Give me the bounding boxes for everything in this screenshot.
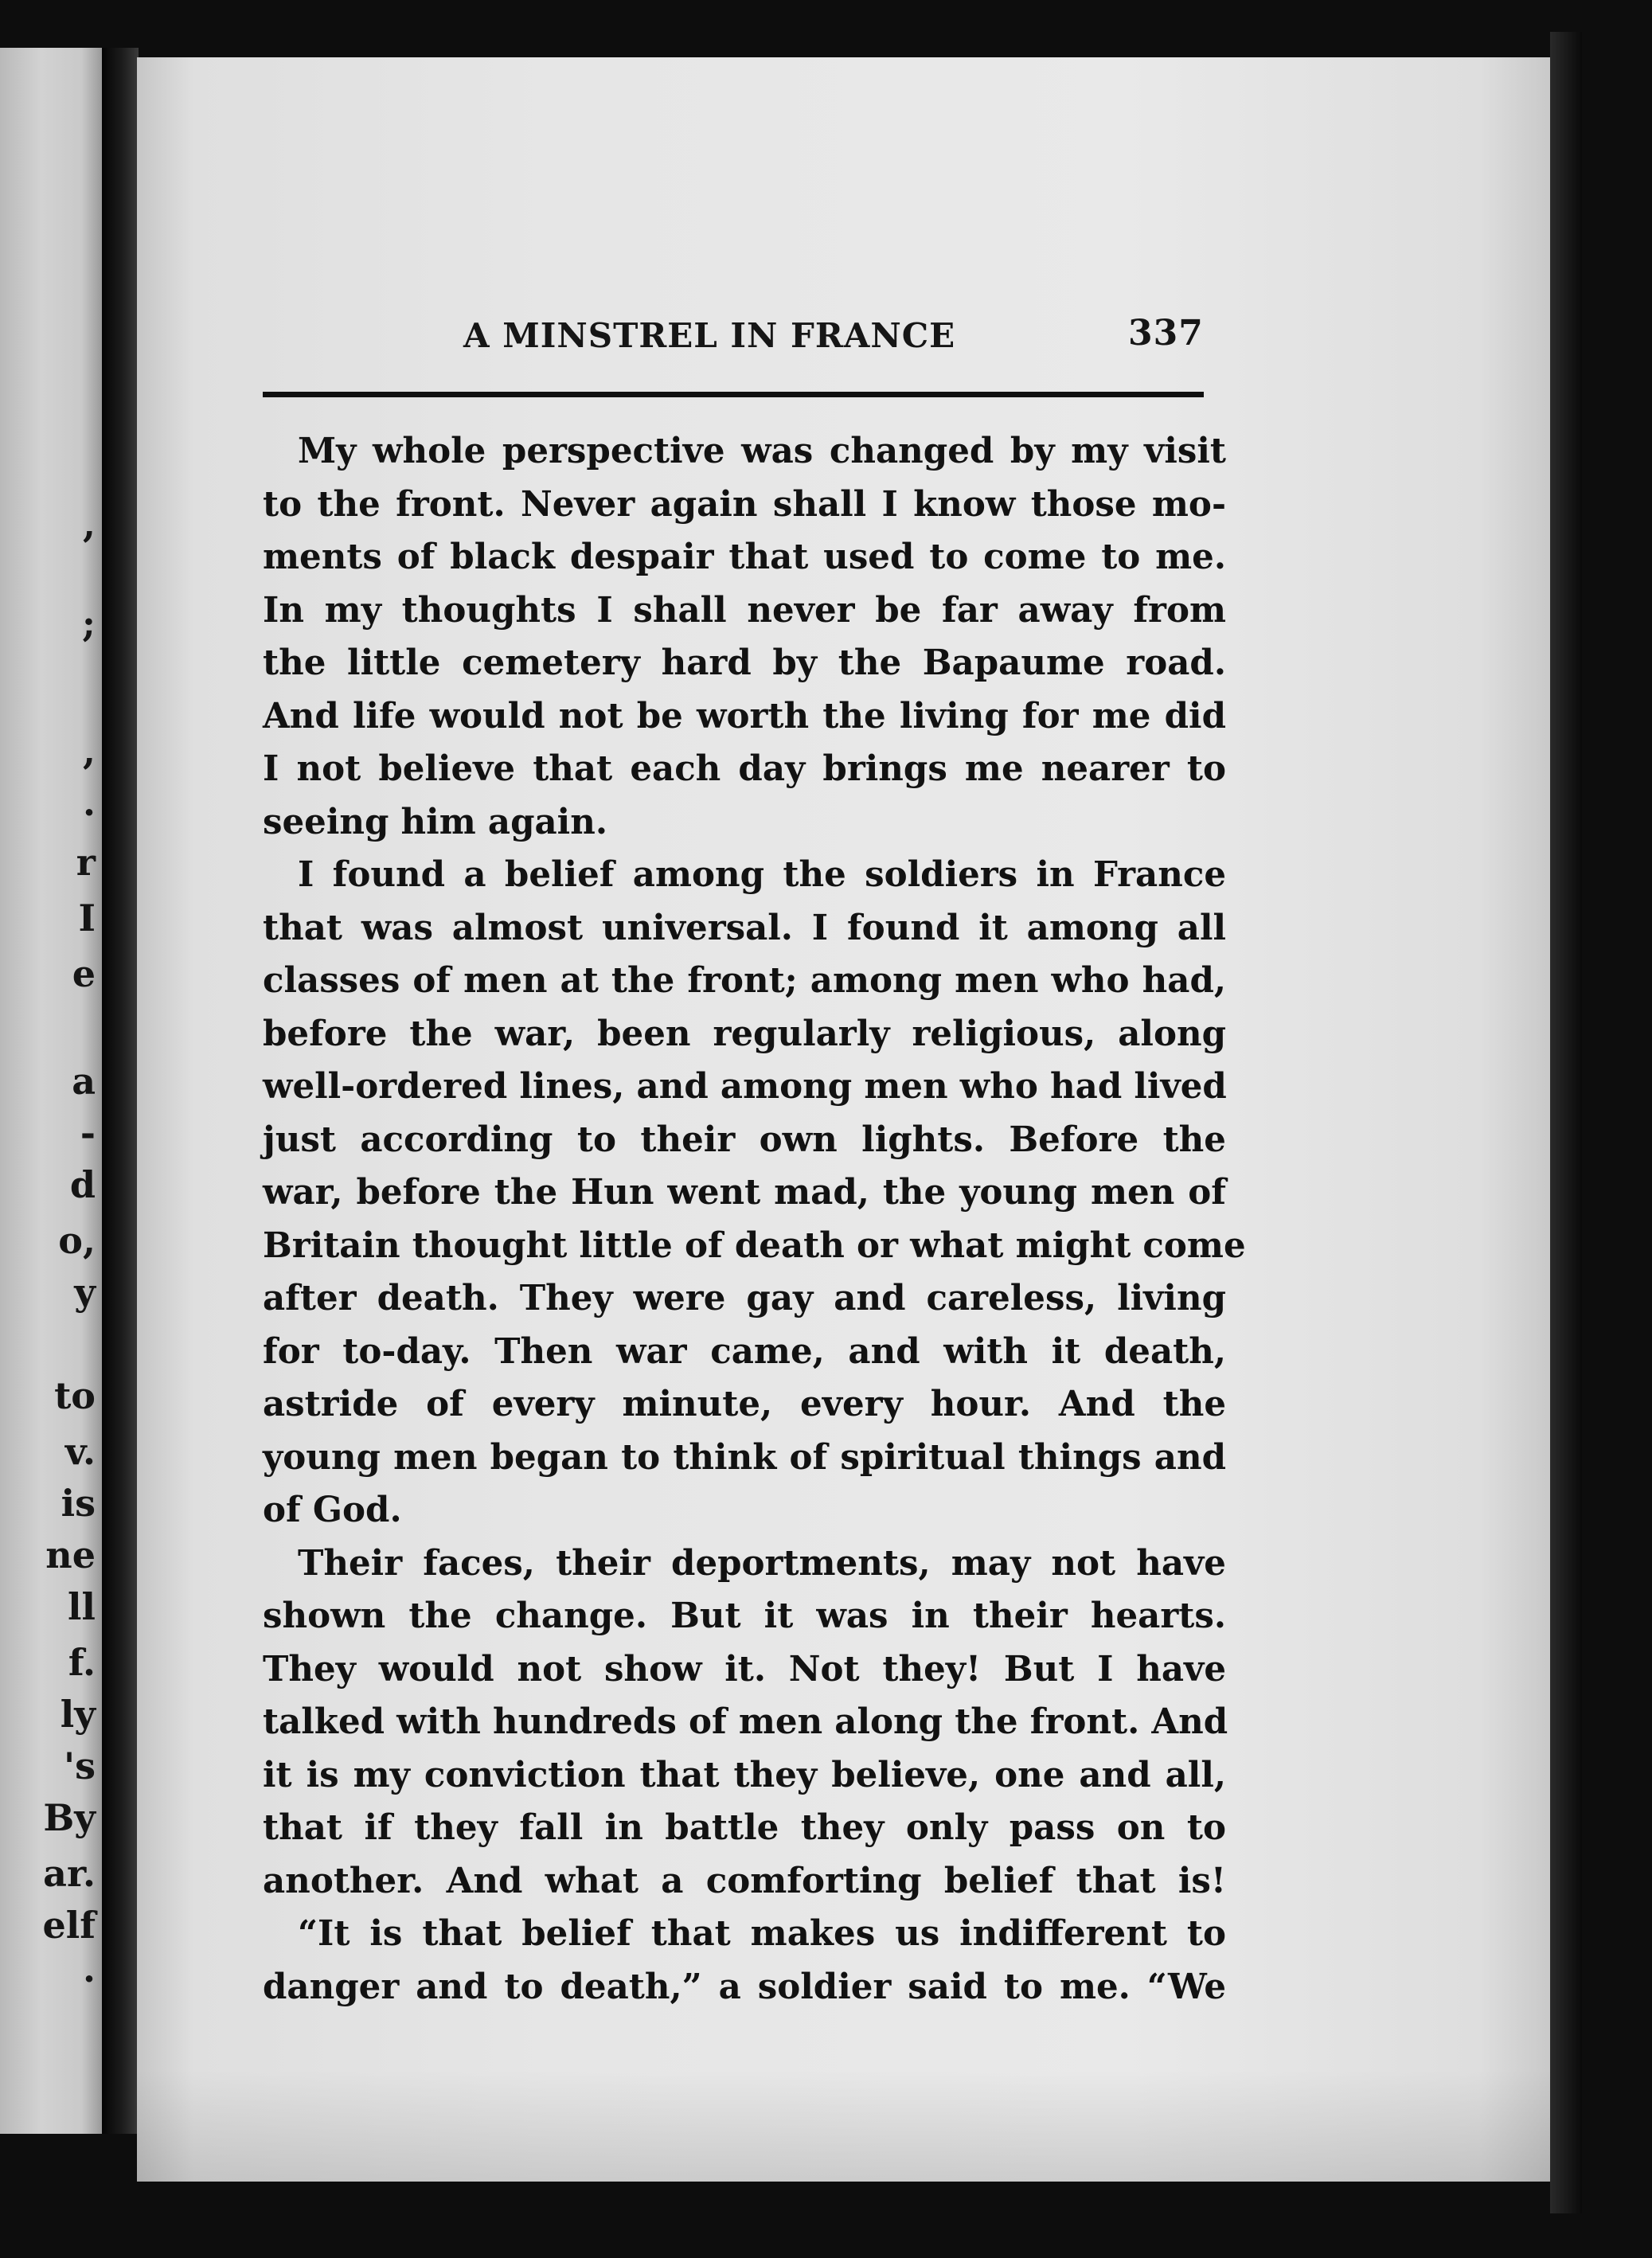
previous-page-fragment: , bbox=[82, 729, 96, 772]
previous-page-fragment: . bbox=[82, 1947, 96, 1990]
text-line: seeing him again. bbox=[263, 801, 607, 842]
text-line: young men began to think of spiritual things and bbox=[263, 1436, 1226, 1478]
previous-page-fragment: e bbox=[72, 952, 96, 995]
previous-page-fragment: ; bbox=[82, 602, 96, 645]
text-line: classes of men at the front; among men who had, bbox=[263, 960, 1226, 1001]
text-line: They would not show it. Not they! But I have bbox=[263, 1648, 1226, 1690]
page-number: 337 bbox=[1128, 313, 1204, 354]
previous-page-fragment: 's bbox=[64, 1744, 96, 1787]
text-line: it is my conviction that they believe, one and all, bbox=[263, 1754, 1226, 1795]
text-line: shown the change. But it was in their hearts. bbox=[263, 1596, 1226, 1636]
previous-page-fragment: elf bbox=[42, 1904, 96, 1947]
text-line: talked with hundreds of men along the front. And bbox=[263, 1701, 1228, 1742]
text-line: after death. They were gay and careless, living bbox=[263, 1278, 1226, 1318]
text-line: before the war, been regularly religious, along bbox=[263, 1013, 1226, 1054]
book-page bbox=[137, 57, 1550, 2182]
previous-page-fragment: By bbox=[43, 1796, 96, 1839]
running-title: A MINSTREL IN FRANCE bbox=[463, 316, 956, 355]
previous-page-fragment: , bbox=[82, 502, 96, 545]
previous-page-fragment: ne bbox=[45, 1533, 96, 1576]
text-line: to the front. Never again shall I know those mo- bbox=[263, 483, 1226, 525]
previous-page-fragment: a bbox=[72, 1060, 96, 1103]
previous-page-fragment: v. bbox=[64, 1430, 96, 1473]
text-line: well-ordered lines, and among men who had lived bbox=[263, 1066, 1227, 1107]
text-line: My whole perspective was changed by my visit bbox=[298, 431, 1226, 471]
text-line: the little cemetery hard by the Bapaume road. bbox=[263, 643, 1226, 683]
text-line: danger and to death,” a soldier said to me. “We bbox=[263, 1966, 1226, 2007]
text-line: that was almost universal. I found it among all bbox=[263, 907, 1226, 948]
previous-page-fragment: I bbox=[78, 897, 96, 940]
previous-page-edge bbox=[0, 48, 102, 2134]
text-line: for to-day. Then war came, and with it death, bbox=[263, 1330, 1226, 1372]
previous-page-fragment: ly bbox=[60, 1693, 96, 1736]
previous-page-fragment: ll bbox=[68, 1585, 96, 1628]
text-line: another. And what a comforting belief that is! bbox=[263, 1860, 1226, 1901]
text-line: war, before the Hun went mad, the young men of bbox=[263, 1172, 1226, 1213]
text-line: “It is that belief that makes us indifferent to bbox=[298, 1913, 1226, 1954]
text-line: just according to their own lights. Before the bbox=[263, 1119, 1226, 1160]
text-line: of God. bbox=[263, 1490, 402, 1530]
text-line: In my thoughts I shall never be far away from bbox=[263, 589, 1226, 631]
text-line: ments of black despair that used to come to me. bbox=[263, 537, 1226, 577]
previous-page-fragment: ar. bbox=[43, 1852, 96, 1895]
running-head bbox=[137, 313, 1550, 372]
text-line: Britain thought little of death or what might come bbox=[263, 1225, 1246, 1266]
previous-page-fragment: is bbox=[61, 1482, 96, 1525]
text-line: I not believe that each day brings me nearer to bbox=[263, 748, 1226, 789]
text-line: And life would not be worth the living for me did bbox=[263, 695, 1226, 736]
text-line: that if they fall in battle they only pass on to bbox=[263, 1807, 1226, 1848]
previous-page-fragment: y bbox=[74, 1271, 96, 1314]
previous-page-fragment: d bbox=[69, 1163, 96, 1206]
previous-page-fragment: o, bbox=[58, 1219, 96, 1262]
previous-page-fragment: f. bbox=[68, 1641, 96, 1684]
text-line: I found a belief among the soldiers in France bbox=[298, 854, 1226, 895]
previous-page-fragment: - bbox=[80, 1111, 96, 1154]
scan-right-edge bbox=[1550, 32, 1582, 2213]
body-text bbox=[263, 425, 1246, 2014]
previous-page-fragment: r bbox=[76, 841, 96, 884]
header-rule bbox=[263, 392, 1204, 397]
previous-page-fragment: to bbox=[54, 1374, 96, 1417]
book-gutter bbox=[102, 48, 139, 2134]
previous-page-fragment: . bbox=[82, 781, 96, 824]
text-line: Their faces, their deportments, may not have bbox=[298, 1542, 1226, 1584]
text-line: astride of every minute, every hour. And the bbox=[263, 1384, 1226, 1424]
